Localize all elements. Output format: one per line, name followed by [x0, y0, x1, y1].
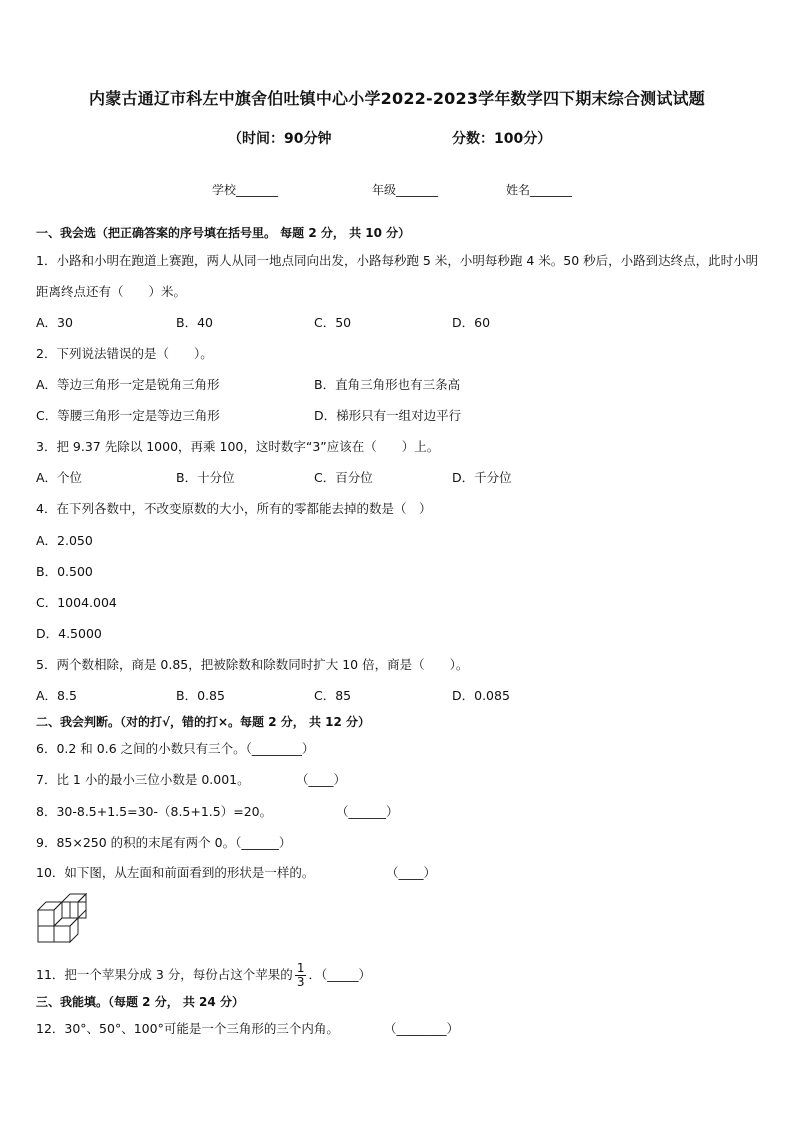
fraction-one-third — [295, 962, 307, 989]
q11-text-before: 11．把一个苹果分成 3 分，每份占这个苹果的 — [36, 967, 293, 982]
question-3: 3．把 9.37 先除以 1000，再乘 100，这时数字“3”应该在（ ）上。 — [36, 439, 440, 454]
q5-option-d: D．0.085 — [452, 688, 510, 703]
q4-option-c: C．1004.004 — [36, 595, 117, 610]
q5-option-a: A．8.5 — [36, 688, 77, 703]
q3-option-d: D．千分位 — [452, 470, 512, 485]
fraction-denominator: 3 — [296, 975, 305, 989]
q8-answer-blank[interactable]: （______） — [336, 804, 399, 819]
question-8: 8．30-8.5+1.5=30-（8.5+1.5）=20。 — [36, 804, 273, 819]
question-2: 2．下列说法错误的是（ ）。 — [36, 346, 213, 361]
q1-option-a: A．30 — [36, 315, 73, 330]
q11-text-after: ．（_____） — [308, 967, 371, 982]
q12-answer-blank[interactable]: （________） — [384, 1021, 460, 1036]
q3-option-a: A．个位 — [36, 470, 83, 485]
cube-stack-figure — [36, 890, 90, 944]
section-heading-judge: 二、我会判断。（对的打√，错的打×。每题 2 分， 共 12 分） — [36, 715, 370, 729]
question-6: 6．0.2 和 0.6 之间的小数只有三个。（________） — [36, 741, 315, 756]
q4-option-d: D．4.5000 — [36, 626, 102, 641]
grade-field: 年级_______ — [372, 183, 439, 197]
question-10: 10．如下图，从左面和前面看到的形状是一样的。 — [36, 865, 315, 880]
q3-option-c: C．百分位 — [314, 470, 373, 485]
school-field: 学校_______ — [212, 183, 279, 197]
q2-option-c: C．等腰三角形一定是等边三角形 — [36, 408, 220, 423]
q2-option-b: B．直角三角形也有三条高 — [314, 377, 461, 392]
q4-option-b: B．0.500 — [36, 564, 93, 579]
question-4: 4．在下列各数中，不改变原数的大小，所有的零都能去掉的数是（ ） — [36, 501, 432, 516]
name-field: 姓名_______ — [506, 183, 573, 197]
q1-option-b: B．40 — [176, 315, 213, 330]
question-11 — [36, 962, 371, 989]
question-9: 9．85×250 的积的末尾有两个 0。（______） — [36, 835, 292, 850]
page-title: 内蒙古通辽市科左中旗舍伯吐镇中心小学2022-2023学年数学四下期末综合测试试题 — [89, 89, 705, 108]
q10-answer-blank[interactable]: （____） — [386, 865, 437, 880]
exam-time: （时间：90分钟 — [228, 131, 332, 147]
fraction-numerator: 1 — [296, 961, 305, 975]
q5-option-b: B．0.85 — [176, 688, 225, 703]
question-1: 1．小路和小明在跑道上赛跑，两人从同一地点同向出发，小路每秒跑 5 米，小明每秒跑 4 米。50 秒后，小路到达终点，此时小明距离终点还有（ ）米。 — [36, 253, 759, 299]
question-5: 5．两个数相除，商是 0.85，把被除数和除数同时扩大 10 倍，商是（ ）。 — [36, 657, 469, 672]
q2-option-a: A．等边三角形一定是锐角三角形 — [36, 377, 220, 392]
section-heading-fill: 三、我能填。（每题 2 分， 共 24 分） — [36, 995, 244, 1009]
question-7: 7．比 1 小的最小三位小数是 0.001。 — [36, 772, 250, 787]
q1-option-c: C．50 — [314, 315, 352, 330]
section-heading-choice: 一、我会选（把正确答案的序号填在括号里。 每题 2 分， 共 10 分） — [36, 226, 411, 240]
q4-option-a: A．2.050 — [36, 533, 93, 548]
q3-option-b: B．十分位 — [176, 470, 235, 485]
question-12: 12．30°、50°、100°可能是一个三角形的三个内角。 — [36, 1021, 339, 1036]
q7-answer-blank[interactable]: （____） — [296, 772, 347, 787]
q5-option-c: C．85 — [314, 688, 352, 703]
q2-option-d: D．梯形只有一组对边平行 — [314, 408, 462, 423]
q1-option-d: D．60 — [452, 315, 491, 330]
exam-score: 分数：100分） — [452, 131, 552, 147]
